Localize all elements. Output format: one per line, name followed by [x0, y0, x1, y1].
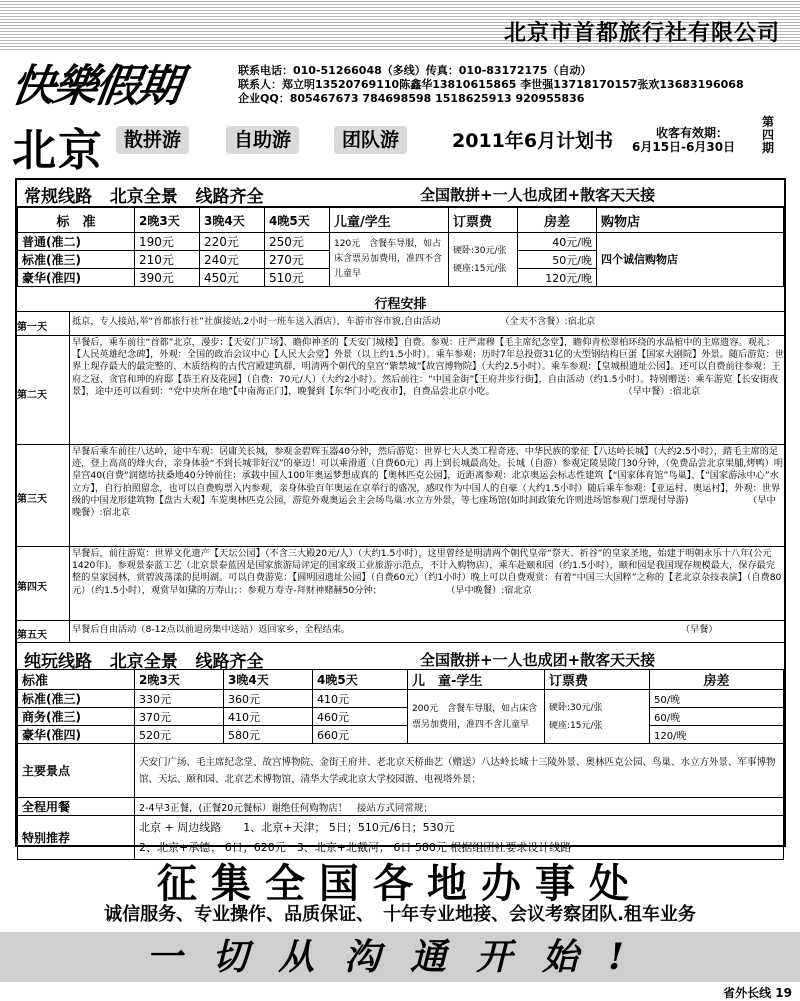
valid-range: 6月15日-6月30日: [632, 140, 736, 154]
issue-number: 第 四 期: [761, 115, 774, 155]
day-label: 第二天: [17, 390, 47, 401]
meals-label: 全程用餐: [18, 798, 135, 816]
ticket-fee: 硬卧:30元/张 硬座:15元/张: [545, 690, 650, 744]
shop-note: 四个诚信购物店: [597, 233, 784, 287]
day-label: 第三天: [17, 494, 47, 505]
header-4day: 3晚4天: [224, 670, 313, 690]
table-row: 豪华(准四) 520元 580元 660元 120/晚: [18, 726, 784, 744]
contact-block: [238, 64, 744, 106]
day-text: 早餐后自由活动（8-12点以前退房集中送站）返回家乡，全程结束。 （早餐）: [72, 624, 718, 635]
contact-line-qq: 企业QQ：805467673 784698598 1518625913 920955836: [238, 92, 585, 105]
header-3day: 2晚3天: [135, 208, 200, 233]
header-standard: 标 准: [18, 208, 135, 233]
ticket-fee: 硬卧:30元/张 硬座:15元/张: [449, 233, 518, 287]
tag-self-guided: 自助游: [226, 126, 299, 154]
header-5day: 4晚5天: [313, 670, 408, 690]
header-child: 儿童/学生: [330, 208, 449, 233]
header-standard: 标准: [18, 670, 135, 690]
day-text: 早餐后乘车前往八达岭，途中车观：居庸关长城，参观金碧辉玉器40分钟，然后游览：世界七大人类工程奇迹、中华民族的象征【八达岭长城】（大约2.5小时），踏毛主席的足迹，登上高高的烽火台，亲身体验“不到长城非好汉”的豪迈！可以乘滑道（自费60元）再上到长城最高处。长城（自游）参观定陵昊陵门30分钟，（免费品尝北京果脯,烤鸭）明皇宫40(自费“润德坊扶桑地40分钟前往：承载中国人100年奥运梦想成真的【奥林匹克公园】，近距离参观：北京奥运会标志性建筑【“国家体育馆”鸟巢】、【“国家游泳中心”水立方】，自行拍照留念，也可以自费购票入内参观，亲身体验百年奥运在京举行的盛况，感叹作为中国人的自豪（大约1.5小时）随后乘车参观：【亚运村、奥运村】，外观：世界级的中国龙形建筑物【盘古大观】车览奥林匹克公园，游览外观奥运会主会场鸟巢.水立方外景，等七座场馆(如时间政策允许则进场馆参观门票现付导游) （早中晚餐）:宿北京: [72, 446, 784, 519]
table-row: 标准(准三) 330元 360元 410元 200元 含餐车导服，如占床含票另加费用，准四不含儿童早 硬卧:30元/张 硬座:15元/张 50/晚: [18, 690, 784, 708]
child-note: 200元 含餐车导服，如占床含票另加费用，准四不含儿童早: [408, 690, 545, 744]
table-row: [18, 744, 784, 798]
header-ticket-fee: 订票费: [545, 670, 650, 690]
services-line: 诚信服务、专业操作、品质保证、 十年专业地接、会议考察团队.租车业务: [104, 904, 696, 925]
page-footer: 省外长线 19: [723, 986, 792, 1000]
header-room-diff: 房差: [650, 670, 784, 690]
child-note: 120元 含餐车导服，如占床含票另加费用，准四不含儿童早: [330, 233, 449, 287]
attractions-label: 主要景点: [18, 744, 135, 798]
tag-team-tour: 团队游: [334, 126, 407, 154]
header-child: 儿 童-学生: [408, 670, 545, 690]
pure-title: 纯玩线路 北京全景 线路齐全: [24, 652, 264, 672]
special-text: 北京 + 周边线路 1、北京+天津； 5日；510元/6日；530元 2、北京+承德； 6日；620元 3、北京+北戴河； 6日 580元 根据组团社要求设计线路: [135, 816, 784, 860]
special-label: 特别推荐: [18, 816, 135, 860]
table-row: [18, 798, 784, 816]
day-label: 第一天: [17, 322, 47, 333]
company-name: 北京市首都旅行社有限公司: [503, 21, 780, 46]
pure-price-table: [17, 669, 784, 860]
tag-group-tour: 散拼游: [116, 126, 189, 154]
day-text: 早餐后，乘车前往“首都”北京，漫步：【天安门广场】、瞻仰神圣的【天安门城楼】自费。参观：庄严肃穆【毛主席纪念堂】，瞻仰青松翠柏环绕的水晶棺中的主席遗容。观礼：【人民英雄纪念碑】，外观：全国的政治会议中心【人民大会堂】外景（以上约1.5小时）。乘车参观：历时7年总投资31亿的大型钢结构巨蛋【国家大剧院】外景。随后游览：世界上现存最大的最完整的、木质结构的古代宫殿建筑群，明清两个朝代的皇宫“紫禁城”【故宫博物院】（大约2.5小时）。乘车参观：【皇城根遗址公园】。还可以自费前往参观：王府之冠、贪官和珅的府邸【恭王府及花园】（自费：70元/人）（大约2小时）。然后前往：“中国金街”【王府井步行街】，自由活动（约1.5小时）。特别赠送：乘车游览【长安街夜景】，途中还可以看到：“党中央所在地”【中南海正门】，晚餐到【东华门小吃夜市】，自费品尝北京小吃。 （早中餐）:宿北京: [72, 337, 784, 397]
table-row: 商务(准三) 370元 410元 460元 60/晚: [18, 708, 784, 726]
day-label: 第四天: [17, 582, 47, 593]
meals-text: 2-4早3正餐，(正餐20元餐标）谢绝任何购物店！ 接站方式同常规；: [135, 798, 784, 816]
header-3day: 2晚3天: [135, 670, 224, 690]
pure-slogan: 全国散拼+一人也成团+散客天天接: [420, 651, 656, 669]
recruit-heading: 征集全国各地办事处: [157, 860, 643, 907]
itinerary-title: 行程安排: [374, 297, 427, 312]
valid-label: 收客有效期：: [656, 126, 729, 140]
attractions-text: 天安门广场、毛主席纪念堂、故宫博物院、金街王府井、老北京天桥曲艺（赠送）八达岭长城十三陵外景、奥林匹克公园、鸟巢、水立方外景、军事博物馆、天坛、颐和园、北京艺术博物馆、清华大学或北京大学校园游、电视塔外景；: [135, 744, 784, 798]
header-5day: 4晚5天: [265, 208, 330, 233]
brand-logo: 快樂假期: [7, 61, 183, 112]
header-4day: 3晚4天: [200, 208, 265, 233]
day-text: 早餐后，前往游览：世界文化遗产【天坛公园】（不含三大殿20元/人）（大约1.5小时），这里曾经是明清两个朝代皇帝“祭天、祈谷”的皇家圣地，始建于明朝永乐十八年(公元1420年)。参观景泰蓝工艺（北京景泰蓝因是国家旅游局评定的国家级工业旅游示范点，不计入购物店），乘车赴颐和园（约1.5小时），颐和园是我国现存规模最大，保存最完整的皇家园林，赏碧波荡漾的昆明湖。可以自费游览：【圆明园遗址公园】（自费60元）（约1小时）晚上可以自费观赏：有着“中国三大国粹”之称的【老北京杂技表演】（自费80元）（约1.5小时），观赏早如黛的万寿山；：参观万寿寺-拜财神赌赫50分钟； （早中晚餐）:宿北京: [72, 548, 782, 596]
table-row: 普通(准二) 190元 220元 250元 120元 含餐车导服，如占床含票另加费用，准四不含儿童早 硬卧:30元/张 硬座:15元/张 40元/晚 四个诚信购物店: [18, 233, 784, 251]
table-row: 标准(准三) 210元 240元 270元 50元/晚: [18, 251, 784, 269]
contact-line-people: 联系人：郑立明13520769110陈鑫华13810615865 李世强13718170157张欢13683196068: [238, 78, 744, 91]
city-title: 北京: [12, 125, 104, 176]
header-shop: 购物店: [597, 208, 784, 233]
header-ticket-fee: 订票费: [449, 208, 518, 233]
contact-line-phone: 联系电话：010-51266048（多线）传真：010-83172175（自动）: [238, 64, 592, 77]
header-room-diff: 房差: [518, 208, 597, 233]
bottom-slogan: 一切从沟通开始!: [0, 932, 800, 982]
day-text: 抵京，专人接站,举“首都旅行社”社旗接站,2小时一班车送入酒店），车游市容市貌,自由活动 （全天不含餐）:宿北京: [72, 316, 596, 327]
regular-title: 常规线路 北京全景 线路齐全: [24, 187, 264, 207]
plan-title: 2011年6月计划书: [452, 130, 614, 152]
day-label: 第五天: [17, 630, 47, 641]
table-row: 豪华(准四) 390元 450元 510元 120元/晚: [18, 269, 784, 287]
regular-slogan: 全国散拼+一人也成团+散客天天接: [420, 186, 656, 204]
regular-price-table: [17, 207, 784, 287]
